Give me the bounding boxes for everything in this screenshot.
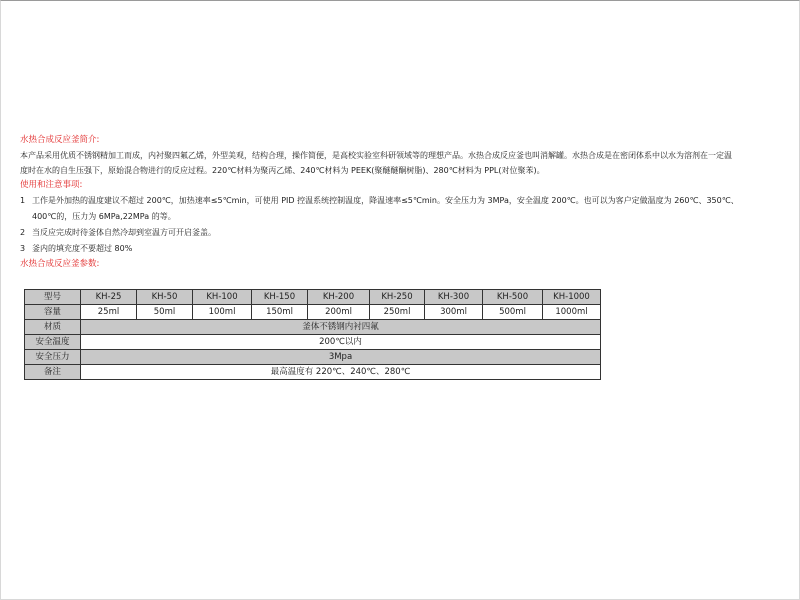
remark-value: 最高温度有 220℃、240℃、280℃: [81, 365, 601, 380]
pressure-value: 3Mpa: [81, 350, 601, 365]
note-item: [20, 193, 790, 209]
row-label: 容量: [25, 305, 81, 320]
capacity-cell: 50ml: [137, 305, 193, 320]
model-cell: KH-50: [137, 290, 193, 305]
capacity-cell: 150ml: [252, 305, 308, 320]
note-item: [20, 209, 790, 225]
model-cell: KH-500: [483, 290, 543, 305]
notes-heading: 使用和注意事项:: [20, 180, 83, 190]
note-text: 釜内的填充度不要超过 80%: [32, 244, 133, 253]
remark-row: [25, 365, 601, 380]
row-label: 安全压力: [25, 350, 81, 365]
model-cell: KH-100: [193, 290, 252, 305]
note-text: 工作是外加热的温度建议不超过 200℃，加热速率≤5℃min，可使用 PID 控温系统控制温度，降温速率≤5℃min。安全压力为 3MPa，安全温度 200℃。也可以为客户定做温度为 260℃、350℃、: [32, 196, 739, 205]
note-item: [20, 225, 790, 241]
pressure-row: [25, 350, 601, 365]
note-item: [20, 241, 790, 257]
capacity-cell: 500ml: [483, 305, 543, 320]
params-heading: 水热合成反应釜参数:: [20, 259, 100, 269]
note-number: 2: [20, 228, 26, 237]
temperature-row: [25, 335, 601, 350]
intro-line: 度时在水的自生压强下，原始混合物进行的反应过程。220℃材料为聚丙乙烯、240℃材料为 PEEK(聚醚醚酮树脂)、280℃材料为 PPL(对位聚苯)。: [20, 166, 545, 175]
material-row: [25, 320, 601, 335]
spec-table: [24, 289, 601, 380]
intro-paragraph: [20, 148, 790, 178]
intro-line: 本产品采用优质不锈钢精加工而成，内衬聚四氟乙烯，外型美观，结构合理，操作简便，是高校实验室科研领域等的理想产品。水热合成反应釜也叫消解罐。水热合成是在密闭体系中以水为溶剂在一定温: [20, 151, 732, 160]
capacity-cell: 200ml: [308, 305, 370, 320]
temperature-value: 200℃以内: [81, 335, 601, 350]
model-cell: KH-1000: [543, 290, 601, 305]
model-cell: KH-25: [81, 290, 137, 305]
capacity-cell: 25ml: [81, 305, 137, 320]
note-text: 当反应完成时待釜体自然冷却到室温方可开启釜盖。: [32, 228, 216, 237]
model-cell: KH-200: [308, 290, 370, 305]
model-row: [25, 290, 601, 305]
row-label: 型号: [25, 290, 81, 305]
intro-heading: 水热合成反应釜简介:: [20, 135, 100, 145]
capacity-cell: 300ml: [425, 305, 483, 320]
row-label: 材质: [25, 320, 81, 335]
note-number: 3: [20, 244, 26, 253]
model-cell: KH-250: [370, 290, 425, 305]
row-label: 备注: [25, 365, 81, 380]
note-text: 400℃的，压力为 6MPa,22MPa 的等。: [32, 212, 176, 221]
document-body: [20, 133, 790, 272]
capacity-cell: 250ml: [370, 305, 425, 320]
capacity-row: [25, 305, 601, 320]
capacity-cell: 100ml: [193, 305, 252, 320]
material-value: 釜体不锈钢内衬四氟: [81, 320, 601, 335]
row-label: 安全温度: [25, 335, 81, 350]
note-number: 1: [20, 196, 26, 205]
model-cell: KH-300: [425, 290, 483, 305]
capacity-cell: 1000ml: [543, 305, 601, 320]
model-cell: KH-150: [252, 290, 308, 305]
